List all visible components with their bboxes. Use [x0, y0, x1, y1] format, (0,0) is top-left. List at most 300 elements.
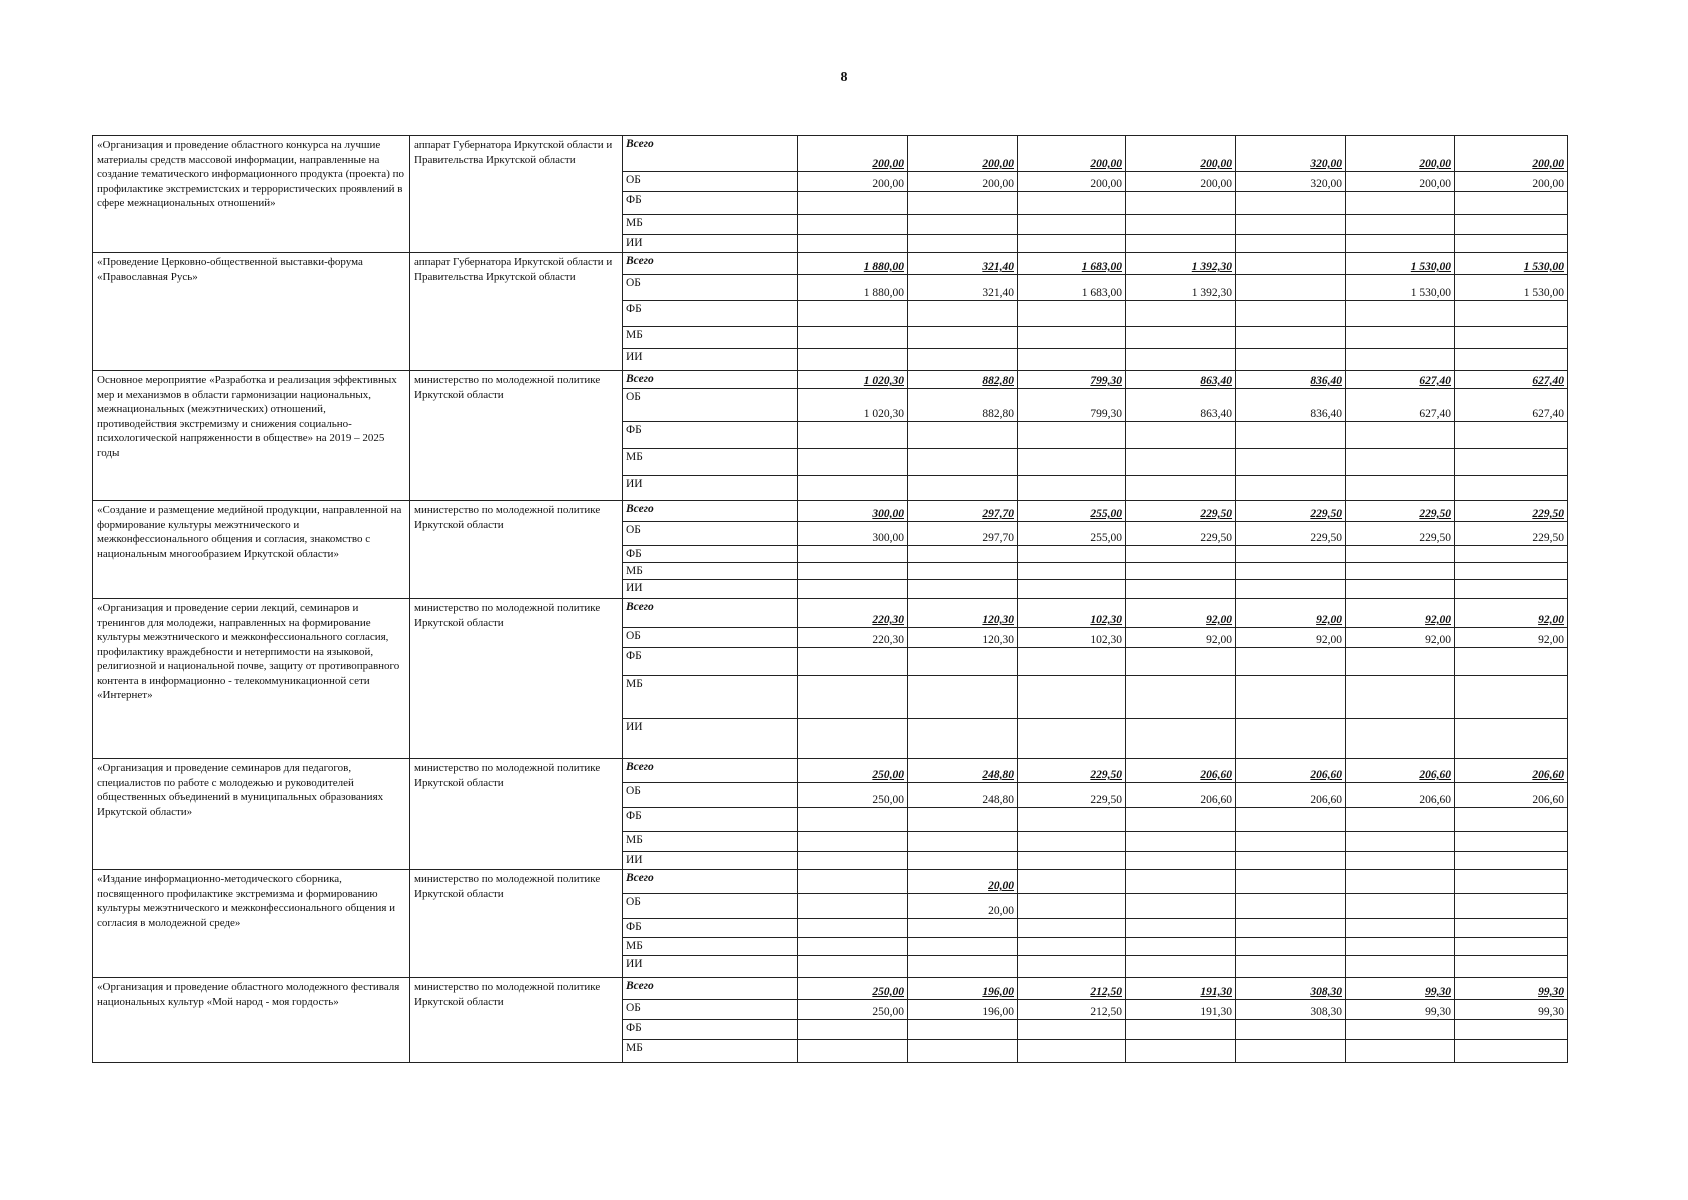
- empty-amount-cell: [1346, 919, 1455, 938]
- empty-amount-cell: [1455, 476, 1568, 501]
- executor-name: министерство по молодежной политике Иркутской области: [410, 371, 623, 501]
- regional-budget-amount-cell: 229,50: [1455, 522, 1568, 546]
- empty-amount-cell: [798, 192, 908, 215]
- regional-budget-amount-cell: 20,00: [908, 894, 1018, 919]
- regional-budget-amount-cell: 200,00: [1018, 172, 1126, 192]
- total-amount-cell: [798, 870, 908, 894]
- empty-amount-cell: [1126, 852, 1236, 870]
- empty-amount-cell: [908, 852, 1018, 870]
- regional-budget-amount-cell: 321,40: [908, 275, 1018, 301]
- empty-amount-cell: [1018, 215, 1126, 235]
- table-row: [93, 978, 1568, 1000]
- empty-amount-cell: [1346, 449, 1455, 476]
- regional-budget-amount-cell: 206,60: [1346, 783, 1455, 808]
- total-amount-cell: 200,00: [1346, 136, 1455, 172]
- regional-budget-amount-cell: 220,30: [798, 628, 908, 648]
- total-amount-cell: 206,60: [1455, 759, 1568, 783]
- regional-budget-amount-cell: 1 392,30: [1126, 275, 1236, 301]
- total-amount-cell: 206,60: [1126, 759, 1236, 783]
- empty-amount-cell: [1018, 476, 1126, 501]
- regional-budget-amount-cell: 92,00: [1346, 628, 1455, 648]
- funding-source-label: ОБ: [623, 628, 798, 648]
- empty-amount-cell: [798, 546, 908, 563]
- total-amount-cell: 250,00: [798, 759, 908, 783]
- regional-budget-amount-cell: 250,00: [798, 1000, 908, 1020]
- funding-source-label: ОБ: [623, 1000, 798, 1020]
- funding-source-label: ОБ: [623, 783, 798, 808]
- total-amount-cell: 836,40: [1236, 371, 1346, 389]
- total-amount-cell: 300,00: [798, 501, 908, 522]
- total-amount-cell: 200,00: [1126, 136, 1236, 172]
- empty-amount-cell: [908, 580, 1018, 599]
- total-amount-cell: 229,50: [1346, 501, 1455, 522]
- empty-amount-cell: [1018, 235, 1126, 253]
- total-amount-cell: [1236, 870, 1346, 894]
- empty-amount-cell: [798, 215, 908, 235]
- funding-source-label: МБ: [623, 676, 798, 719]
- empty-amount-cell: [1126, 235, 1236, 253]
- empty-amount-cell: [908, 235, 1018, 253]
- funding-source-label: ОБ: [623, 522, 798, 546]
- executor-name: министерство по молодежной политике Иркутской области: [410, 501, 623, 599]
- empty-amount-cell: [1126, 719, 1236, 759]
- page-number: 8: [840, 70, 848, 85]
- empty-amount-cell: [1346, 1020, 1455, 1040]
- total-amount-cell: 863,40: [1126, 371, 1236, 389]
- total-amount-cell: 248,80: [908, 759, 1018, 783]
- empty-amount-cell: [1455, 919, 1568, 938]
- funding-source-label: ФБ: [623, 919, 798, 938]
- empty-amount-cell: [908, 215, 1018, 235]
- empty-amount-cell: [1018, 422, 1126, 449]
- empty-amount-cell: [1346, 349, 1455, 371]
- funding-source-label: Всего: [623, 978, 798, 1000]
- empty-amount-cell: [1236, 476, 1346, 501]
- funding-source-label: ИИ: [623, 956, 798, 978]
- empty-amount-cell: [1018, 938, 1126, 956]
- activity-name: «Организация и проведение областного конкурса на лучшие материалы средств массовой информации, направленные на создание тематического информационного продукта (проекта) по профилактике экстремистских и террористических проявлений в сфере межнациональных отношений»: [93, 136, 410, 253]
- empty-amount-cell: [1018, 808, 1126, 832]
- empty-amount-cell: [1126, 808, 1236, 832]
- empty-amount-cell: [1455, 832, 1568, 852]
- regional-budget-amount-cell: [1018, 894, 1126, 919]
- funding-source-label: ФБ: [623, 422, 798, 449]
- regional-budget-amount-cell: [1346, 894, 1455, 919]
- empty-amount-cell: [1346, 1040, 1455, 1063]
- empty-amount-cell: [1018, 327, 1126, 349]
- funding-source-label: ФБ: [623, 648, 798, 676]
- total-amount-cell: 120,30: [908, 599, 1018, 628]
- executor-name: министерство по молодежной политике Иркутской области: [410, 978, 623, 1063]
- empty-amount-cell: [1126, 422, 1236, 449]
- empty-amount-cell: [1346, 546, 1455, 563]
- empty-amount-cell: [908, 938, 1018, 956]
- total-amount-cell: 297,70: [908, 501, 1018, 522]
- funding-source-label: ИИ: [623, 235, 798, 253]
- funding-source-label: ИИ: [623, 852, 798, 870]
- total-amount-cell: 200,00: [1018, 136, 1126, 172]
- empty-amount-cell: [1018, 1020, 1126, 1040]
- empty-amount-cell: [908, 476, 1018, 501]
- total-amount-cell: 99,30: [1455, 978, 1568, 1000]
- funding-source-label: ОБ: [623, 172, 798, 192]
- empty-amount-cell: [1455, 1040, 1568, 1063]
- empty-amount-cell: [1018, 546, 1126, 563]
- empty-amount-cell: [908, 449, 1018, 476]
- empty-amount-cell: [1346, 956, 1455, 978]
- executor-name: аппарат Губернатора Иркутской области и Правительства Иркутской области: [410, 253, 623, 371]
- total-amount-cell: 1 683,00: [1018, 253, 1126, 275]
- empty-amount-cell: [1346, 235, 1455, 253]
- empty-amount-cell: [798, 1020, 908, 1040]
- empty-amount-cell: [1346, 852, 1455, 870]
- empty-amount-cell: [1126, 919, 1236, 938]
- empty-amount-cell: [1126, 832, 1236, 852]
- empty-amount-cell: [1126, 956, 1236, 978]
- total-amount-cell: 99,30: [1346, 978, 1455, 1000]
- empty-amount-cell: [1126, 938, 1236, 956]
- regional-budget-amount-cell: 200,00: [908, 172, 1018, 192]
- empty-amount-cell: [1236, 192, 1346, 215]
- empty-amount-cell: [1346, 648, 1455, 676]
- total-amount-cell: 200,00: [1455, 136, 1568, 172]
- total-amount-cell: 92,00: [1346, 599, 1455, 628]
- empty-amount-cell: [1126, 580, 1236, 599]
- total-amount-cell: 92,00: [1455, 599, 1568, 628]
- empty-amount-cell: [1346, 938, 1455, 956]
- funding-source-label: МБ: [623, 215, 798, 235]
- empty-amount-cell: [798, 476, 908, 501]
- empty-amount-cell: [908, 956, 1018, 978]
- empty-amount-cell: [1455, 327, 1568, 349]
- regional-budget-amount-cell: 120,30: [908, 628, 1018, 648]
- activity-name: Основное мероприятие «Разработка и реализация эффективных мер и механизмов в области гармонизации национальных, межнациональных (межэтнических) отношений, противодействия экстремизму и снижения социально-психологической напряженности в обществе» на 2019 – 2025 годы: [93, 371, 410, 501]
- empty-amount-cell: [798, 676, 908, 719]
- empty-amount-cell: [1126, 215, 1236, 235]
- empty-amount-cell: [1126, 563, 1236, 580]
- empty-amount-cell: [1126, 676, 1236, 719]
- total-amount-cell: 1 530,00: [1455, 253, 1568, 275]
- empty-amount-cell: [1455, 1020, 1568, 1040]
- total-amount-cell: 102,30: [1018, 599, 1126, 628]
- empty-amount-cell: [1236, 956, 1346, 978]
- funding-source-label: МБ: [623, 449, 798, 476]
- activity-name: «Издание информационно-методического сборника, посвященного профилактике экстремизма и формированию культуры межэтнического и межконфессионального общения и согласия в молодежной среде»: [93, 870, 410, 978]
- regional-budget-amount-cell: 212,50: [1018, 1000, 1126, 1020]
- total-amount-cell: 92,00: [1236, 599, 1346, 628]
- empty-amount-cell: [1236, 852, 1346, 870]
- empty-amount-cell: [1018, 580, 1126, 599]
- table-body: [93, 136, 1568, 1063]
- regional-budget-amount-cell: 882,80: [908, 389, 1018, 422]
- empty-amount-cell: [1236, 449, 1346, 476]
- funding-source-label: Всего: [623, 501, 798, 522]
- regional-budget-amount-cell: [1455, 894, 1568, 919]
- empty-amount-cell: [1018, 919, 1126, 938]
- empty-amount-cell: [1236, 832, 1346, 852]
- regional-budget-amount-cell: 99,30: [1455, 1000, 1568, 1020]
- empty-amount-cell: [1126, 1040, 1236, 1063]
- activity-name: «Организация и проведение областного молодежного фестиваля национальных культур «Мой народ - моя гордость»: [93, 978, 410, 1063]
- empty-amount-cell: [1018, 676, 1126, 719]
- regional-budget-amount-cell: 200,00: [1126, 172, 1236, 192]
- regional-budget-amount-cell: 196,00: [908, 1000, 1018, 1020]
- funding-source-label: ОБ: [623, 389, 798, 422]
- regional-budget-amount-cell: 1 530,00: [1455, 275, 1568, 301]
- total-amount-cell: 255,00: [1018, 501, 1126, 522]
- empty-amount-cell: [1346, 808, 1455, 832]
- empty-amount-cell: [1018, 719, 1126, 759]
- regional-budget-amount-cell: 200,00: [1455, 172, 1568, 192]
- empty-amount-cell: [1126, 301, 1236, 327]
- empty-amount-cell: [1346, 676, 1455, 719]
- activity-name: «Организация и проведение семинаров для педагогов, специалистов по работе с молодежью и руководителей общественных объединений в муниципальных образованиях Иркутской области»: [93, 759, 410, 870]
- empty-amount-cell: [1455, 648, 1568, 676]
- regional-budget-amount-cell: [1236, 275, 1346, 301]
- executor-name: министерство по молодежной политике Иркутской области: [410, 759, 623, 870]
- empty-amount-cell: [1346, 580, 1455, 599]
- funding-source-label: Всего: [623, 136, 798, 172]
- total-amount-cell: 200,00: [798, 136, 908, 172]
- empty-amount-cell: [908, 648, 1018, 676]
- empty-amount-cell: [1018, 852, 1126, 870]
- funding-source-label: Всего: [623, 599, 798, 628]
- empty-amount-cell: [798, 422, 908, 449]
- empty-amount-cell: [798, 1040, 908, 1063]
- funding-source-label: ИИ: [623, 349, 798, 371]
- regional-budget-amount-cell: 229,50: [1018, 783, 1126, 808]
- regional-budget-amount-cell: 297,70: [908, 522, 1018, 546]
- empty-amount-cell: [1018, 832, 1126, 852]
- regional-budget-amount-cell: 1 683,00: [1018, 275, 1126, 301]
- total-amount-cell: 799,30: [1018, 371, 1126, 389]
- empty-amount-cell: [908, 563, 1018, 580]
- regional-budget-amount-cell: 308,30: [1236, 1000, 1346, 1020]
- funding-source-label: ИИ: [623, 476, 798, 501]
- empty-amount-cell: [1126, 449, 1236, 476]
- funding-source-label: МБ: [623, 832, 798, 852]
- regional-budget-amount-cell: [1126, 894, 1236, 919]
- empty-amount-cell: [1126, 327, 1236, 349]
- total-amount-cell: 229,50: [1126, 501, 1236, 522]
- regional-budget-amount-cell: 206,60: [1126, 783, 1236, 808]
- empty-amount-cell: [1018, 449, 1126, 476]
- empty-amount-cell: [1346, 832, 1455, 852]
- empty-amount-cell: [1346, 215, 1455, 235]
- regional-budget-amount-cell: 627,40: [1455, 389, 1568, 422]
- empty-amount-cell: [1455, 301, 1568, 327]
- regional-budget-amount-cell: 206,60: [1455, 783, 1568, 808]
- funding-source-label: Всего: [623, 371, 798, 389]
- activity-name: «Проведение Церковно-общественной выставки-форума «Православная Русь»: [93, 253, 410, 371]
- total-amount-cell: [1346, 870, 1455, 894]
- empty-amount-cell: [1346, 719, 1455, 759]
- empty-amount-cell: [798, 956, 908, 978]
- funding-source-label: МБ: [623, 563, 798, 580]
- empty-amount-cell: [1018, 648, 1126, 676]
- total-amount-cell: 1 020,30: [798, 371, 908, 389]
- regional-budget-amount-cell: 92,00: [1126, 628, 1236, 648]
- total-amount-cell: 229,50: [1455, 501, 1568, 522]
- empty-amount-cell: [798, 449, 908, 476]
- total-amount-cell: 206,60: [1346, 759, 1455, 783]
- empty-amount-cell: [798, 719, 908, 759]
- total-amount-cell: 20,00: [908, 870, 1018, 894]
- empty-amount-cell: [1126, 1020, 1236, 1040]
- total-amount-cell: 627,40: [1346, 371, 1455, 389]
- empty-amount-cell: [1346, 192, 1455, 215]
- total-amount-cell: 1 880,00: [798, 253, 908, 275]
- empty-amount-cell: [1236, 563, 1346, 580]
- empty-amount-cell: [908, 192, 1018, 215]
- empty-amount-cell: [1126, 192, 1236, 215]
- empty-amount-cell: [1126, 476, 1236, 501]
- empty-amount-cell: [1236, 1040, 1346, 1063]
- empty-amount-cell: [908, 1020, 1018, 1040]
- regional-budget-amount-cell: [1236, 894, 1346, 919]
- regional-budget-amount-cell: 255,00: [1018, 522, 1126, 546]
- regional-budget-amount-cell: 229,50: [1346, 522, 1455, 546]
- funding-source-label: МБ: [623, 1040, 798, 1063]
- total-amount-cell: 308,30: [1236, 978, 1346, 1000]
- funding-source-label: МБ: [623, 938, 798, 956]
- regional-budget-amount-cell: 92,00: [1236, 628, 1346, 648]
- empty-amount-cell: [798, 235, 908, 253]
- empty-amount-cell: [1455, 808, 1568, 832]
- funding-source-label: Всего: [623, 759, 798, 783]
- empty-amount-cell: [798, 648, 908, 676]
- activity-name: «Организация и проведение серии лекций, семинаров и тренингов для молодежи, направленных на формирование культуры межэтнического и межконфессионального согласия, профилактику враждебности и нетерпимости на языковой, религиозной и национальной почве, защиту от противоправного контента в информационно - телекоммуникационной сети «Интернет»: [93, 599, 410, 759]
- empty-amount-cell: [1236, 938, 1346, 956]
- regional-budget-amount-cell: 200,00: [1346, 172, 1455, 192]
- empty-amount-cell: [798, 301, 908, 327]
- regional-budget-amount-cell: 799,30: [1018, 389, 1126, 422]
- table-row: [93, 501, 1568, 522]
- empty-amount-cell: [1455, 546, 1568, 563]
- total-amount-cell: [1455, 870, 1568, 894]
- total-amount-cell: 882,80: [908, 371, 1018, 389]
- empty-amount-cell: [908, 422, 1018, 449]
- empty-amount-cell: [1455, 422, 1568, 449]
- empty-amount-cell: [1455, 215, 1568, 235]
- empty-amount-cell: [1126, 648, 1236, 676]
- empty-amount-cell: [798, 349, 908, 371]
- empty-amount-cell: [798, 327, 908, 349]
- regional-budget-amount-cell: 206,60: [1236, 783, 1346, 808]
- empty-amount-cell: [1236, 808, 1346, 832]
- funding-source-label: ОБ: [623, 894, 798, 919]
- regional-budget-amount-cell: 627,40: [1346, 389, 1455, 422]
- executor-name: аппарат Губернатора Иркутской области и Правительства Иркутской области: [410, 136, 623, 253]
- total-amount-cell: 212,50: [1018, 978, 1126, 1000]
- empty-amount-cell: [1236, 215, 1346, 235]
- funding-source-label: ФБ: [623, 192, 798, 215]
- empty-amount-cell: [908, 301, 1018, 327]
- total-amount-cell: 92,00: [1126, 599, 1236, 628]
- empty-amount-cell: [1236, 648, 1346, 676]
- regional-budget-amount-cell: 99,30: [1346, 1000, 1455, 1020]
- executor-name: министерство по молодежной политике Иркутской области: [410, 870, 623, 978]
- table-row: [93, 136, 1568, 172]
- empty-amount-cell: [1236, 919, 1346, 938]
- regional-budget-amount-cell: [798, 894, 908, 919]
- empty-amount-cell: [1455, 956, 1568, 978]
- total-amount-cell: 229,50: [1236, 501, 1346, 522]
- empty-amount-cell: [1018, 192, 1126, 215]
- empty-amount-cell: [1455, 563, 1568, 580]
- empty-amount-cell: [908, 832, 1018, 852]
- table-row: [93, 599, 1568, 628]
- regional-budget-amount-cell: 320,00: [1236, 172, 1346, 192]
- regional-budget-amount-cell: 1 530,00: [1346, 275, 1455, 301]
- empty-amount-cell: [798, 852, 908, 870]
- total-amount-cell: 1 392,30: [1126, 253, 1236, 275]
- funding-source-label: ФБ: [623, 1020, 798, 1040]
- table-row: [93, 870, 1568, 894]
- empty-amount-cell: [1126, 349, 1236, 371]
- empty-amount-cell: [908, 1040, 1018, 1063]
- total-amount-cell: 627,40: [1455, 371, 1568, 389]
- empty-amount-cell: [908, 676, 1018, 719]
- empty-amount-cell: [1346, 422, 1455, 449]
- funding-source-label: ФБ: [623, 808, 798, 832]
- empty-amount-cell: [1455, 852, 1568, 870]
- executor-name: министерство по молодежной политике Иркутской области: [410, 599, 623, 759]
- table-row: [93, 759, 1568, 783]
- empty-amount-cell: [1236, 719, 1346, 759]
- empty-amount-cell: [1236, 327, 1346, 349]
- empty-amount-cell: [1018, 956, 1126, 978]
- regional-budget-amount-cell: 229,50: [1126, 522, 1236, 546]
- empty-amount-cell: [1455, 449, 1568, 476]
- total-amount-cell: [1236, 253, 1346, 275]
- empty-amount-cell: [1346, 301, 1455, 327]
- empty-amount-cell: [1346, 563, 1455, 580]
- regional-budget-amount-cell: 102,30: [1018, 628, 1126, 648]
- regional-budget-amount-cell: 1 020,30: [798, 389, 908, 422]
- empty-amount-cell: [908, 327, 1018, 349]
- empty-amount-cell: [1236, 1020, 1346, 1040]
- empty-amount-cell: [1455, 192, 1568, 215]
- total-amount-cell: 320,00: [1236, 136, 1346, 172]
- empty-amount-cell: [1236, 349, 1346, 371]
- regional-budget-amount-cell: 191,30: [1126, 1000, 1236, 1020]
- empty-amount-cell: [1455, 719, 1568, 759]
- empty-amount-cell: [1236, 580, 1346, 599]
- empty-amount-cell: [1455, 349, 1568, 371]
- regional-budget-amount-cell: 1 880,00: [798, 275, 908, 301]
- total-amount-cell: [1018, 870, 1126, 894]
- total-amount-cell: 250,00: [798, 978, 908, 1000]
- empty-amount-cell: [1455, 938, 1568, 956]
- total-amount-cell: 191,30: [1126, 978, 1236, 1000]
- empty-amount-cell: [798, 808, 908, 832]
- empty-amount-cell: [798, 580, 908, 599]
- empty-amount-cell: [908, 808, 1018, 832]
- regional-budget-amount-cell: 229,50: [1236, 522, 1346, 546]
- total-amount-cell: 206,60: [1236, 759, 1346, 783]
- total-amount-cell: 1 530,00: [1346, 253, 1455, 275]
- empty-amount-cell: [1236, 676, 1346, 719]
- table-row: [93, 371, 1568, 389]
- empty-amount-cell: [1346, 476, 1455, 501]
- empty-amount-cell: [1236, 235, 1346, 253]
- activity-name: «Создание и размещение медийной продукции, направленной на формирование культуры межэтнического и межконфессионального общения и согласия, знакомство с национальным многообразием Иркутской области»: [93, 501, 410, 599]
- table-row: [93, 253, 1568, 275]
- regional-budget-amount-cell: 200,00: [798, 172, 908, 192]
- empty-amount-cell: [798, 832, 908, 852]
- funding-source-label: МБ: [623, 327, 798, 349]
